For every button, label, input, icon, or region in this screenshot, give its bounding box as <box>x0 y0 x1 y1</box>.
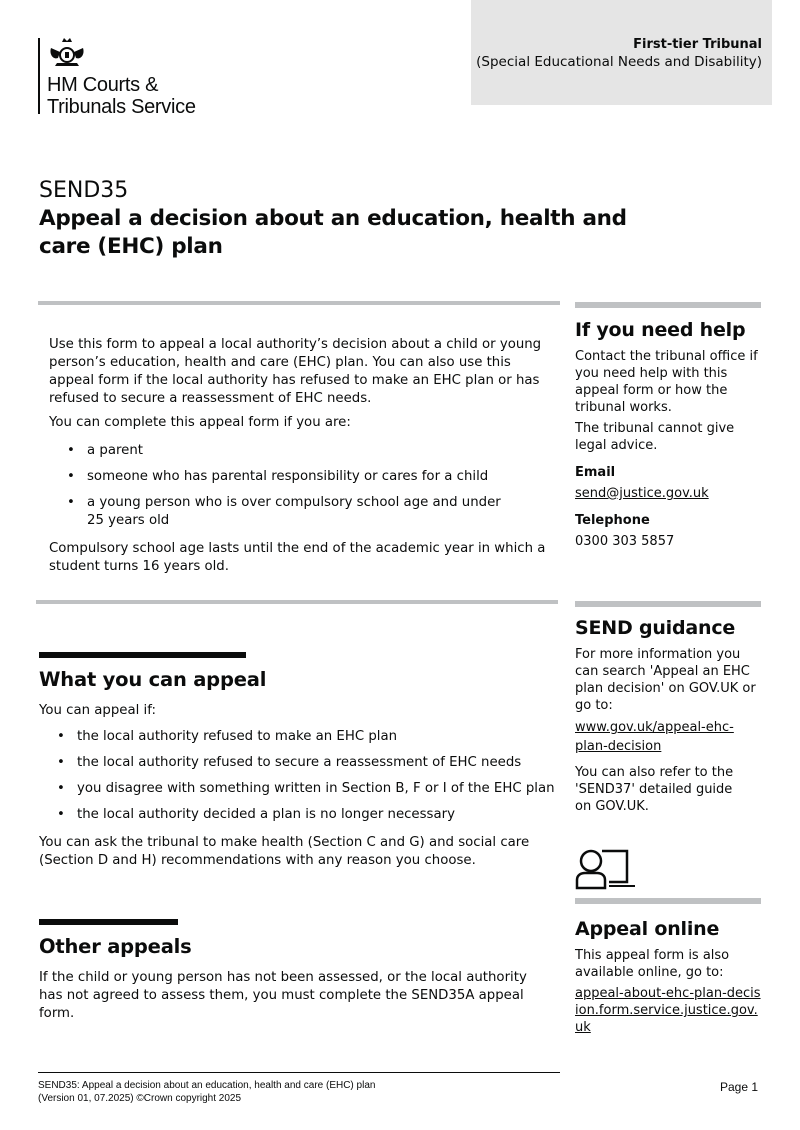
guidance-rule <box>575 601 761 607</box>
telephone-number: 0300 303 5857 <box>575 534 675 549</box>
person-laptop-icon <box>575 848 635 890</box>
online-form-link[interactable]: appeal-about-ehc-plan-decision.form.service.justice.gov.uk <box>575 986 761 1035</box>
list-item: • the local authority refused to secure a reassessment of EHC needs <box>39 754 559 772</box>
form-title: Appeal a decision about an education, health and care (EHC) plan <box>39 206 627 259</box>
footer-line-2: (Version 01, 07.2025) ©Crown copyright 2025 <box>38 1093 242 1104</box>
other-appeals-text: If the child or young person has not been assessed, or the local authority has not agreed to assess them, you must complete the SEND35A appeal form. <box>39 970 527 1021</box>
other-appeals-section <box>39 935 554 1023</box>
help-heading: If you need help <box>575 319 746 341</box>
footer-line-1: SEND35: Appeal a decision about an education, health and care (EHC) plan <box>38 1080 376 1091</box>
logo-divider <box>38 38 40 114</box>
intro-paragraph-3: Compulsory school age lasts until the end of the academic year in which a student turns 16 years old. <box>49 541 546 574</box>
tribunal-box <box>471 0 772 105</box>
what-you-can-appeal-section <box>39 668 559 870</box>
list-item: • someone who has parental responsibility or cares for a child <box>49 468 549 486</box>
help-text-1: Contact the tribunal office if you need help with this appeal form or how the tribunal works. <box>575 349 758 415</box>
help-panel <box>575 318 765 554</box>
help-text-2: The tribunal cannot give legal advice. <box>575 421 735 453</box>
online-text: This appeal form is also available online, go to: <box>575 948 730 980</box>
section-rule <box>39 919 178 925</box>
page-number: Page 1 <box>720 1080 759 1094</box>
list-item: • a young person who is over compulsory school age and under 25 years old <box>49 494 549 530</box>
appeal-lead: You can appeal if: <box>39 703 156 718</box>
email-label: Email <box>575 465 616 480</box>
guidance-text-1: For more information you can search 'Appeal an EHC plan decision' on GOV.UK or go to: <box>575 647 756 713</box>
form-code: SEND35 <box>39 178 129 203</box>
logo-line-2: Tribunals Service <box>47 96 196 118</box>
help-rule <box>575 302 761 308</box>
tribunal-subtitle: (Special Educational Needs and Disability) <box>476 54 762 70</box>
guidance-link[interactable]: www.gov.uk/appeal-ehc-plan-decision <box>575 720 734 754</box>
email-link[interactable]: send@justice.gov.uk <box>575 486 709 501</box>
list-item: • you disagree with something written in Section B, F or I of the EHC plan <box>39 780 559 798</box>
list-item: • the local authority decided a plan is no longer necessary <box>39 806 559 824</box>
intro-paragraph-2: You can complete this appeal form if you are: <box>49 415 351 430</box>
guidance-heading: SEND guidance <box>575 617 736 639</box>
intro-top-rule <box>38 301 560 305</box>
online-panel <box>575 917 765 1040</box>
guidance-panel <box>575 616 765 819</box>
online-rule <box>575 898 761 904</box>
list-item: • the local authority refused to make an EHC plan <box>39 728 559 746</box>
telephone-label: Telephone <box>575 513 650 528</box>
appeal-reasons-list <box>39 728 559 824</box>
other-appeals-heading: Other appeals <box>39 935 192 958</box>
list-item: • a parent <box>49 442 549 460</box>
royal-crest-icon <box>47 36 87 70</box>
section-rule <box>39 652 246 658</box>
guidance-text-2: You can also refer to the 'SEND37' detailed guide on GOV.UK. <box>575 765 734 814</box>
footer-rule <box>38 1072 560 1073</box>
logo-line-1: HM Courts & <box>47 74 159 96</box>
intro-paragraph-1: Use this form to appeal a local authority’s decision about a child or young person’s education, health and care (EHC) plan. You can also use this appeal form if the local authority has refused to make an EHC plan or has refused to secure a reassessment of EHC needs. <box>49 337 542 406</box>
appeal-note: You can ask the tribunal to make health (Section C and G) and social care (Section D and H) recommendations with any reason you choose. <box>39 835 530 868</box>
intro-bottom-rule <box>36 600 558 604</box>
eligibility-list <box>49 442 549 530</box>
intro-section <box>49 336 549 582</box>
hmcts-logo <box>47 74 196 118</box>
what-you-can-appeal-heading: What you can appeal <box>39 668 267 691</box>
online-heading: Appeal online <box>575 918 720 940</box>
footer-text <box>38 1079 375 1105</box>
tribunal-title: First-tier Tribunal <box>633 37 762 52</box>
